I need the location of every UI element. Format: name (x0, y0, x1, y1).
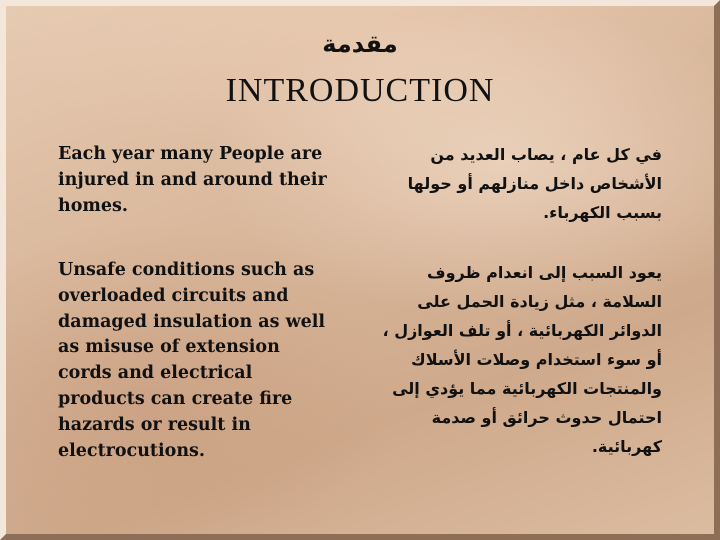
paragraph-2-english: Unsafe conditions such as overloaded circuits and damaged insulation as well as misuse of extension cords and electrical products can create fire hazards or result in electrocutions. (58, 260, 326, 461)
paragraph-2-arabic: يعود السبب إلى انعدام ظروف السلامة ، مثل زيادة الحمل على الدوائر الكهربائية ، أو تلف العوازل ، أو سوء استخدام وصلات الأسلاك والمنتجات الكهربائية مما يؤدي إلى احتمال حدوث حرائق أو صدمة كهربائية. (382, 263, 662, 456)
slide-title-english: INTRODUCTION (225, 72, 495, 109)
paragraph-1-english: Each year many People are injured in and around their homes. (58, 144, 327, 216)
paragraph-1-arabic: في كل عام ، يصاب العديد من الأشخاص داخل منازلهم أو حولها بسبب الكهرباء. (407, 145, 662, 222)
slide-title-arabic: مقدمة (322, 30, 398, 58)
